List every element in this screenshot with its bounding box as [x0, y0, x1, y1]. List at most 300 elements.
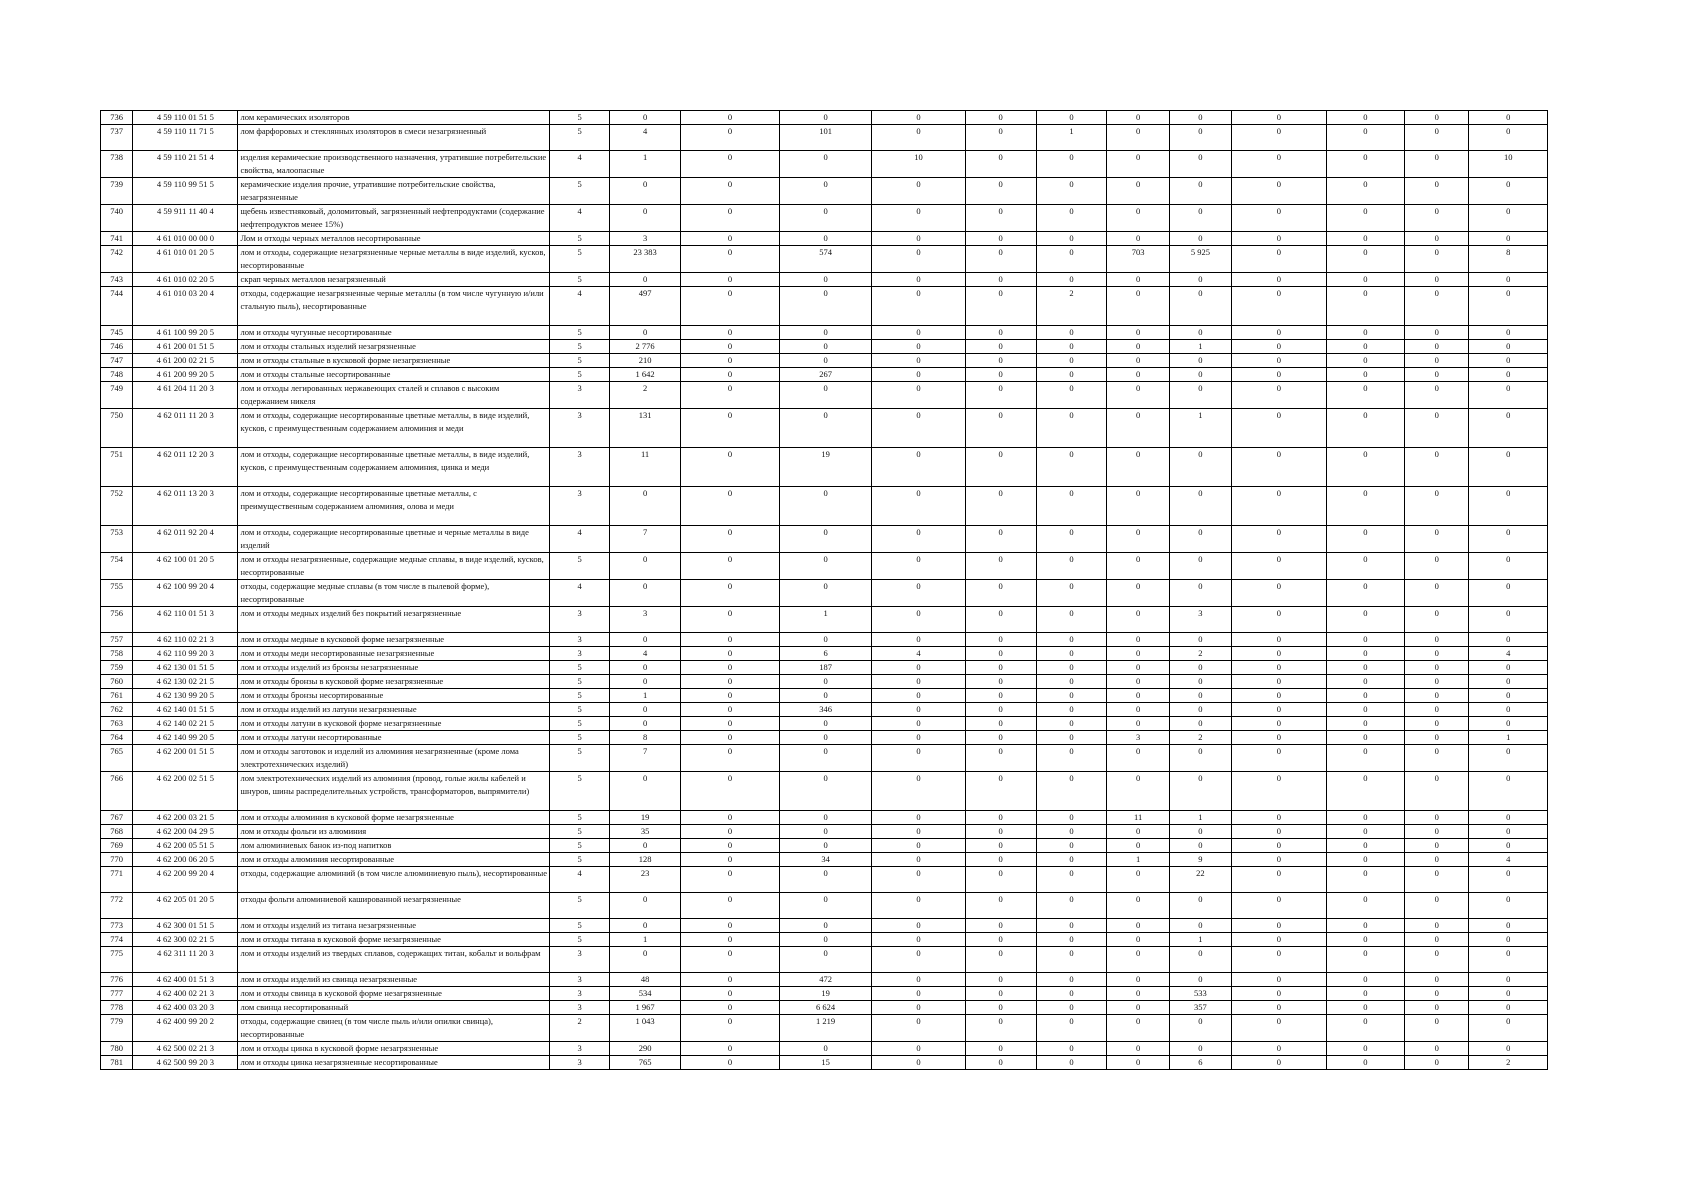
- waste-name: изделия керамические производственного назначения, утратившие потребительские свойства, малоопасные: [238, 151, 550, 178]
- value-cell: 0: [1107, 526, 1169, 553]
- value-cell: 0: [681, 919, 780, 933]
- row-number: 746: [101, 340, 133, 354]
- value-cell: 0: [1232, 839, 1327, 853]
- value-cell: 0: [681, 448, 780, 487]
- value-cell: 0: [1036, 178, 1107, 205]
- waste-code: 4 59 110 01 51 5: [133, 111, 238, 125]
- value-cell: 9: [1169, 853, 1231, 867]
- hazard-class: 3: [550, 448, 610, 487]
- value-cell: 0: [1232, 717, 1327, 731]
- row-number: 766: [101, 772, 133, 811]
- value-cell: 0: [1169, 973, 1231, 987]
- value-cell: 0: [1036, 919, 1107, 933]
- value-cell: 0: [1107, 232, 1169, 246]
- waste-code: 4 62 400 01 51 3: [133, 973, 238, 987]
- value-cell: 0: [681, 125, 780, 151]
- value-cell: 0: [1169, 354, 1231, 368]
- value-cell: 0: [779, 633, 871, 647]
- waste-code: 4 62 300 02 21 5: [133, 933, 238, 947]
- value-cell: 0: [1107, 772, 1169, 811]
- value-cell: 0: [779, 340, 871, 354]
- value-cell: 0: [1469, 287, 1548, 326]
- value-cell: 0: [872, 487, 965, 526]
- value-cell: 0: [1169, 893, 1231, 919]
- value-cell: 0: [965, 354, 1036, 368]
- value-cell: 6: [1169, 1056, 1231, 1070]
- value-cell: 0: [1469, 745, 1548, 772]
- value-cell: 0: [779, 1042, 871, 1056]
- value-cell: 0: [1469, 811, 1548, 825]
- waste-code: 4 59 110 21 51 4: [133, 151, 238, 178]
- table-row: [101, 987, 1548, 1001]
- waste-name: лом и отходы цинка в кусковой форме незагрязненные: [238, 1042, 550, 1056]
- value-cell: 8: [1469, 246, 1548, 273]
- hazard-class: 4: [550, 151, 610, 178]
- hazard-class: 5: [550, 675, 610, 689]
- value-cell: 0: [1405, 205, 1469, 232]
- hazard-class: 3: [550, 647, 610, 661]
- table-row: [101, 647, 1548, 661]
- value-cell: 0: [1107, 839, 1169, 853]
- value-cell: 0: [1169, 448, 1231, 487]
- row-number: 752: [101, 487, 133, 526]
- waste-code: 4 61 204 11 20 3: [133, 382, 238, 409]
- value-cell: 0: [872, 973, 965, 987]
- value-cell: 0: [1469, 661, 1548, 675]
- value-cell: 0: [1405, 919, 1469, 933]
- value-cell: 0: [1326, 1015, 1404, 1042]
- value-cell: 0: [1469, 1015, 1548, 1042]
- hazard-class: 4: [550, 526, 610, 553]
- value-cell: 0: [872, 580, 965, 607]
- table-row: [101, 354, 1548, 368]
- value-cell: 703: [1107, 246, 1169, 273]
- value-cell: 0: [1232, 703, 1327, 717]
- value-cell: 0: [1232, 287, 1327, 326]
- value-cell: 0: [1232, 647, 1327, 661]
- value-cell: 0: [1232, 811, 1327, 825]
- value-cell: 0: [872, 111, 965, 125]
- value-cell: 0: [872, 703, 965, 717]
- hazard-class: 5: [550, 178, 610, 205]
- value-cell: 0: [779, 354, 871, 368]
- value-cell: 0: [1107, 607, 1169, 633]
- waste-name: лом и отходы латуни несортированные: [238, 731, 550, 745]
- value-cell: 0: [965, 689, 1036, 703]
- value-cell: 0: [965, 825, 1036, 839]
- value-cell: 0: [1036, 273, 1107, 287]
- value-cell: 0: [681, 853, 780, 867]
- table-row: [101, 487, 1548, 526]
- hazard-class: 4: [550, 580, 610, 607]
- value-cell: 0: [681, 246, 780, 273]
- value-cell: 0: [1036, 825, 1107, 839]
- table-row: [101, 772, 1548, 811]
- value-cell: 0: [1107, 947, 1169, 973]
- table-row: [101, 232, 1548, 246]
- value-cell: 0: [779, 205, 871, 232]
- row-number: 777: [101, 987, 133, 1001]
- waste-name: отходы, содержащие медные сплавы (в том числе в пылевой форме), несортированные: [238, 580, 550, 607]
- value-cell: 0: [872, 246, 965, 273]
- waste-name: Лом и отходы черных металлов несортированные: [238, 232, 550, 246]
- value-cell: 0: [1405, 731, 1469, 745]
- table-row: [101, 825, 1548, 839]
- value-cell: 0: [1107, 647, 1169, 661]
- value-cell: 4: [610, 125, 681, 151]
- value-cell: 0: [1036, 340, 1107, 354]
- value-cell: 0: [779, 553, 871, 580]
- table-row: [101, 125, 1548, 151]
- value-cell: 0: [1326, 178, 1404, 205]
- waste-name: лом и отходы, содержащие несортированные цветные металлы, с преимущественным содержанием алюминия, олова и меди: [238, 487, 550, 526]
- value-cell: 0: [1036, 1056, 1107, 1070]
- value-cell: 11: [610, 448, 681, 487]
- table-row: [101, 382, 1548, 409]
- value-cell: 0: [1469, 1001, 1548, 1015]
- value-cell: 0: [1232, 151, 1327, 178]
- value-cell: 0: [1469, 933, 1548, 947]
- value-cell: 0: [872, 1056, 965, 1070]
- value-cell: 0: [1036, 987, 1107, 1001]
- value-cell: 0: [681, 553, 780, 580]
- value-cell: 0: [610, 947, 681, 973]
- value-cell: 533: [1169, 987, 1231, 1001]
- value-cell: 3: [1169, 607, 1231, 633]
- value-cell: 3: [1107, 731, 1169, 745]
- value-cell: 0: [872, 409, 965, 448]
- value-cell: 0: [872, 1001, 965, 1015]
- value-cell: 0: [1232, 933, 1327, 947]
- value-cell: 0: [1326, 246, 1404, 273]
- value-cell: 0: [1107, 273, 1169, 287]
- value-cell: 0: [1232, 125, 1327, 151]
- table-row: [101, 607, 1548, 633]
- value-cell: 0: [1469, 526, 1548, 553]
- value-cell: 0: [1232, 326, 1327, 340]
- value-cell: 0: [681, 580, 780, 607]
- hazard-class: 5: [550, 273, 610, 287]
- value-cell: 0: [1036, 661, 1107, 675]
- value-cell: 0: [1405, 1042, 1469, 1056]
- value-cell: 0: [779, 178, 871, 205]
- value-cell: 0: [681, 731, 780, 745]
- value-cell: 5 925: [1169, 246, 1231, 273]
- value-cell: 0: [779, 919, 871, 933]
- value-cell: 0: [1036, 111, 1107, 125]
- value-cell: 0: [1036, 1015, 1107, 1042]
- value-cell: 0: [1036, 633, 1107, 647]
- table-row: [101, 689, 1548, 703]
- value-cell: 0: [1107, 745, 1169, 772]
- value-cell: 0: [1232, 340, 1327, 354]
- value-cell: 0: [1036, 689, 1107, 703]
- value-cell: 0: [872, 772, 965, 811]
- value-cell: 0: [1405, 273, 1469, 287]
- value-cell: 0: [1232, 1015, 1327, 1042]
- value-cell: 0: [1107, 178, 1169, 205]
- value-cell: 0: [1036, 205, 1107, 232]
- waste-code: 4 62 205 01 20 5: [133, 893, 238, 919]
- hazard-class: 5: [550, 772, 610, 811]
- value-cell: 0: [779, 326, 871, 340]
- value-cell: 0: [965, 647, 1036, 661]
- value-cell: 1: [1107, 853, 1169, 867]
- value-cell: 0: [681, 933, 780, 947]
- value-cell: 357: [1169, 1001, 1231, 1015]
- waste-name: лом и отходы изделий из бронзы незагрязненные: [238, 661, 550, 675]
- value-cell: 0: [872, 448, 965, 487]
- value-cell: 0: [779, 839, 871, 853]
- value-cell: 4: [1469, 647, 1548, 661]
- waste-code: 4 61 010 02 20 5: [133, 273, 238, 287]
- value-cell: 4: [610, 647, 681, 661]
- value-cell: 0: [965, 448, 1036, 487]
- row-number: 761: [101, 689, 133, 703]
- waste-code: 4 59 110 99 51 5: [133, 178, 238, 205]
- value-cell: 0: [1107, 205, 1169, 232]
- value-cell: 0: [681, 717, 780, 731]
- value-cell: 0: [872, 661, 965, 675]
- value-cell: 0: [1107, 1001, 1169, 1015]
- table-row: [101, 853, 1548, 867]
- value-cell: 0: [1169, 717, 1231, 731]
- value-cell: 0: [1169, 382, 1231, 409]
- value-cell: 0: [610, 580, 681, 607]
- table-row: [101, 839, 1548, 853]
- table-row: [101, 553, 1548, 580]
- value-cell: 0: [1036, 382, 1107, 409]
- value-cell: 0: [1232, 1042, 1327, 1056]
- waste-code: 4 62 130 01 51 5: [133, 661, 238, 675]
- value-cell: 0: [1232, 409, 1327, 448]
- value-cell: 346: [779, 703, 871, 717]
- value-cell: 0: [1169, 919, 1231, 933]
- value-cell: 0: [1469, 368, 1548, 382]
- value-cell: 0: [681, 273, 780, 287]
- value-cell: 0: [1169, 1015, 1231, 1042]
- value-cell: 0: [779, 675, 871, 689]
- value-cell: 0: [1469, 326, 1548, 340]
- value-cell: 0: [779, 526, 871, 553]
- value-cell: 0: [779, 867, 871, 893]
- row-number: 767: [101, 811, 133, 825]
- value-cell: 0: [1036, 354, 1107, 368]
- value-cell: 0: [1107, 340, 1169, 354]
- value-cell: 0: [681, 772, 780, 811]
- value-cell: 0: [1036, 232, 1107, 246]
- value-cell: 0: [681, 689, 780, 703]
- value-cell: 0: [1326, 1042, 1404, 1056]
- value-cell: 472: [779, 973, 871, 987]
- value-cell: 0: [1469, 111, 1548, 125]
- value-cell: 0: [1232, 633, 1327, 647]
- value-cell: 0: [1232, 526, 1327, 553]
- value-cell: 0: [872, 633, 965, 647]
- value-cell: 4: [1469, 853, 1548, 867]
- row-number: 773: [101, 919, 133, 933]
- value-cell: 0: [1326, 232, 1404, 246]
- value-cell: 0: [965, 340, 1036, 354]
- value-cell: 0: [1326, 633, 1404, 647]
- value-cell: 0: [1036, 246, 1107, 273]
- value-cell: 0: [1326, 111, 1404, 125]
- row-number: 737: [101, 125, 133, 151]
- row-number: 778: [101, 1001, 133, 1015]
- value-cell: 0: [1107, 867, 1169, 893]
- waste-name: лом и отходы чугунные несортированные: [238, 326, 550, 340]
- value-cell: 0: [1326, 151, 1404, 178]
- waste-code: 4 62 110 99 20 3: [133, 647, 238, 661]
- value-cell: 0: [1326, 867, 1404, 893]
- value-cell: 0: [1469, 125, 1548, 151]
- value-cell: 0: [965, 526, 1036, 553]
- value-cell: 0: [1169, 825, 1231, 839]
- value-cell: 0: [1169, 553, 1231, 580]
- value-cell: 0: [1232, 987, 1327, 1001]
- value-cell: 0: [1036, 867, 1107, 893]
- value-cell: 0: [872, 526, 965, 553]
- value-cell: 0: [681, 703, 780, 717]
- row-number: 743: [101, 273, 133, 287]
- value-cell: 0: [1326, 853, 1404, 867]
- waste-name: лом и отходы изделий из титана незагрязненные: [238, 919, 550, 933]
- value-cell: 0: [1232, 368, 1327, 382]
- value-cell: 0: [1469, 919, 1548, 933]
- row-number: 760: [101, 675, 133, 689]
- value-cell: 0: [872, 947, 965, 973]
- table-row: [101, 703, 1548, 717]
- value-cell: 0: [1107, 933, 1169, 947]
- hazard-class: 5: [550, 825, 610, 839]
- value-cell: 1: [610, 689, 681, 703]
- value-cell: 0: [1232, 661, 1327, 675]
- value-cell: 1: [610, 151, 681, 178]
- value-cell: 0: [1169, 125, 1231, 151]
- hazard-class: 5: [550, 125, 610, 151]
- value-cell: 10: [872, 151, 965, 178]
- value-cell: 0: [1326, 580, 1404, 607]
- value-cell: 0: [681, 745, 780, 772]
- value-cell: 1: [1169, 340, 1231, 354]
- waste-code: 4 62 140 02 21 5: [133, 717, 238, 731]
- waste-code: 4 59 110 11 71 5: [133, 125, 238, 151]
- value-cell: 0: [872, 717, 965, 731]
- value-cell: 0: [1036, 526, 1107, 553]
- hazard-class: 5: [550, 893, 610, 919]
- value-cell: 1 043: [610, 1015, 681, 1042]
- value-cell: 0: [1405, 633, 1469, 647]
- hazard-class: 5: [550, 689, 610, 703]
- hazard-class: 5: [550, 717, 610, 731]
- value-cell: 10: [1469, 151, 1548, 178]
- value-cell: 0: [1107, 287, 1169, 326]
- value-cell: 22: [1169, 867, 1231, 893]
- value-cell: 0: [610, 487, 681, 526]
- waste-code: 4 62 011 11 20 3: [133, 409, 238, 448]
- value-cell: 0: [1405, 326, 1469, 340]
- value-cell: 0: [965, 717, 1036, 731]
- value-cell: 0: [1036, 607, 1107, 633]
- value-cell: 0: [1169, 232, 1231, 246]
- value-cell: 0: [1405, 553, 1469, 580]
- waste-name: лом и отходы стальные несортированные: [238, 368, 550, 382]
- value-cell: 0: [1107, 553, 1169, 580]
- value-cell: 7: [610, 745, 681, 772]
- value-cell: 0: [965, 1056, 1036, 1070]
- value-cell: 0: [681, 354, 780, 368]
- row-number: 759: [101, 661, 133, 675]
- value-cell: 7: [610, 526, 681, 553]
- row-number: 753: [101, 526, 133, 553]
- value-cell: 0: [779, 151, 871, 178]
- value-cell: 0: [1405, 409, 1469, 448]
- value-cell: 0: [1326, 409, 1404, 448]
- hazard-class: 5: [550, 745, 610, 772]
- value-cell: 0: [1326, 326, 1404, 340]
- value-cell: 0: [872, 853, 965, 867]
- waste-name: лом электротехнических изделий из алюминия (провод, голые жилы кабелей и шнуров, шины распределительных устройств, трансформаторов, выпрямители): [238, 772, 550, 811]
- value-cell: 0: [1232, 178, 1327, 205]
- value-cell: 0: [610, 553, 681, 580]
- value-cell: 0: [1405, 526, 1469, 553]
- hazard-class: 5: [550, 553, 610, 580]
- value-cell: 0: [1469, 987, 1548, 1001]
- waste-name: щебень известняковый, доломитовый, загрязненный нефтепродуктами (содержание нефтепродуктов менее 15%): [238, 205, 550, 232]
- hazard-class: 5: [550, 326, 610, 340]
- value-cell: 1 642: [610, 368, 681, 382]
- hazard-class: 5: [550, 246, 610, 273]
- value-cell: 0: [965, 745, 1036, 772]
- value-cell: 0: [681, 326, 780, 340]
- value-cell: 2 776: [610, 340, 681, 354]
- hazard-class: 3: [550, 1001, 610, 1015]
- value-cell: 0: [1326, 287, 1404, 326]
- value-cell: 0: [1469, 487, 1548, 526]
- value-cell: 0: [779, 933, 871, 947]
- value-cell: 0: [1469, 839, 1548, 853]
- waste-name: лом и отходы медных изделий без покрытий незагрязненные: [238, 607, 550, 633]
- hazard-class: 3: [550, 382, 610, 409]
- table-row: [101, 919, 1548, 933]
- value-cell: 0: [779, 273, 871, 287]
- value-cell: 0: [965, 731, 1036, 745]
- hazard-class: 5: [550, 811, 610, 825]
- waste-code: 4 62 011 12 20 3: [133, 448, 238, 487]
- value-cell: 1: [1169, 933, 1231, 947]
- table-row: [101, 933, 1548, 947]
- table-row: [101, 287, 1548, 326]
- waste-code: 4 62 200 01 51 5: [133, 745, 238, 772]
- waste-name: лом и отходы титана в кусковой форме незагрязненные: [238, 933, 550, 947]
- value-cell: 0: [681, 205, 780, 232]
- hazard-class: 5: [550, 853, 610, 867]
- value-cell: 0: [1107, 689, 1169, 703]
- value-cell: 0: [1326, 893, 1404, 919]
- value-cell: 0: [1405, 675, 1469, 689]
- row-number: 781: [101, 1056, 133, 1070]
- value-cell: 0: [872, 178, 965, 205]
- value-cell: 0: [1169, 487, 1231, 526]
- value-cell: 0: [681, 867, 780, 893]
- value-cell: 4: [872, 647, 965, 661]
- waste-code: 4 62 200 03 21 5: [133, 811, 238, 825]
- table-row: [101, 409, 1548, 448]
- value-cell: 0: [1469, 825, 1548, 839]
- table-row: [101, 178, 1548, 205]
- value-cell: 0: [681, 178, 780, 205]
- value-cell: 0: [1169, 151, 1231, 178]
